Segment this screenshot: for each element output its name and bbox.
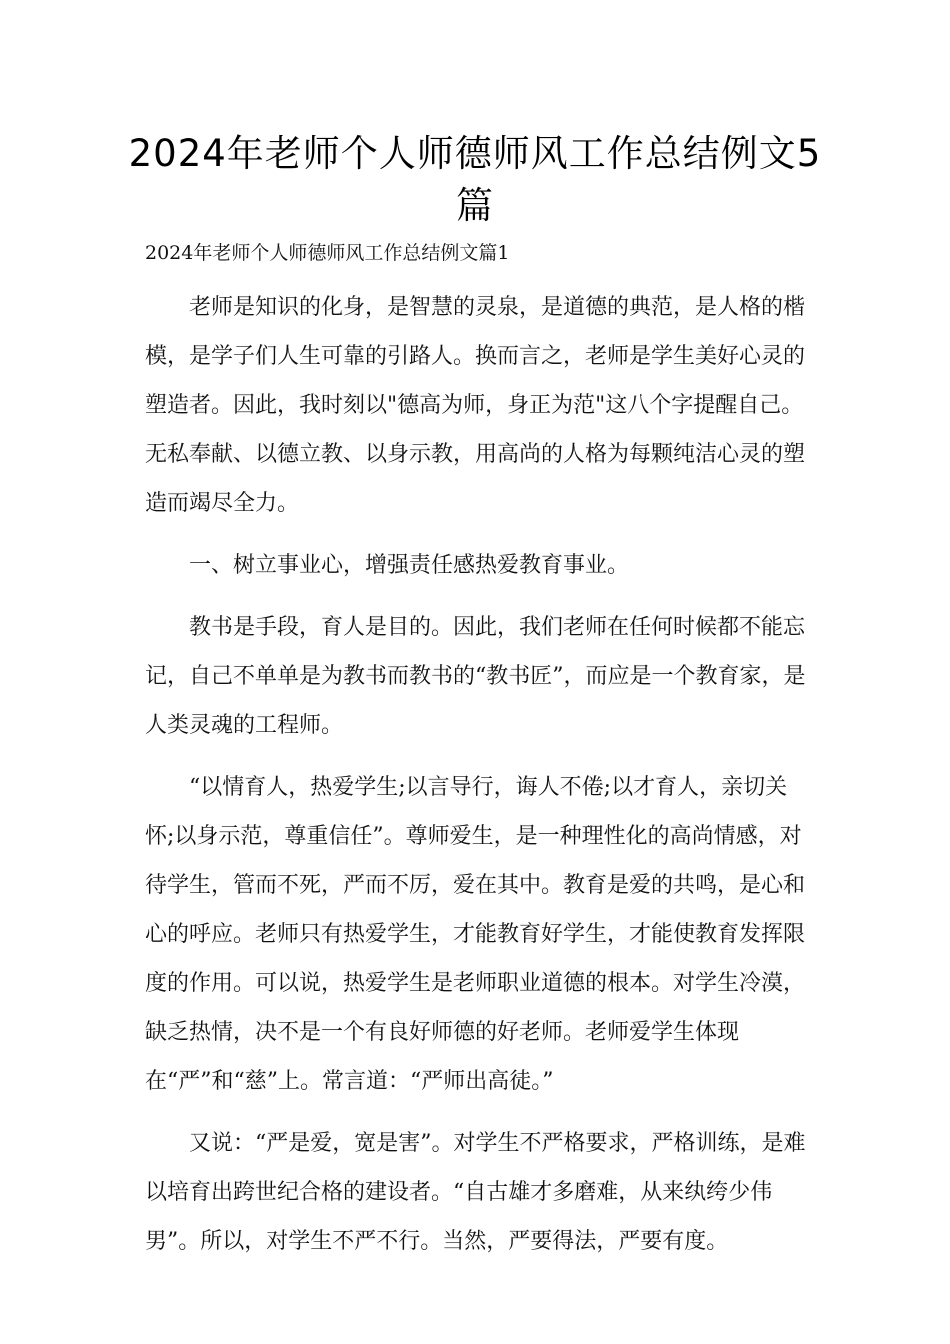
paragraph: 一、树立事业心，增强责任感热爱教育事业。 [189, 553, 630, 578]
document-title: 2024年老师个人师德师风工作总结例文5篇 [128, 132, 822, 227]
section-heading: 2024年老师个人师德师风工作总结例文篇1 [145, 242, 510, 264]
paragraph: 教书是手段，育人是目的。因此，我们老师在任何时候都不能忘记，自己不单单是为教书而教书的“教书匠”，而应是一个教育家，是人类灵魂的工程师。 [145, 615, 806, 738]
paragraph: “以情育人，热爱学生;以言导行，诲人不倦;以才育人，亲切关怀;以身示范，尊重信任”。尊师爱生，是一种理性化的高尚情感，对待学生，管而不死，严而不厉，爱在其中。教育是爱的共鸣，是心和心的呼应。老师只有热爱学生，才能教育好学生，才能使教育发挥限度的作用。可以说，热爱学生是老师职业道德的根本。对学生冷漠，缺乏热情，决不是一个有良好师德的好老师。老师爱学生体现在“严”和“慈”上。常言道：“严师出高徒。” [145, 775, 806, 1094]
paragraph: 又说：“严是爱，宽是害”。对学生不严格要求，严格训练，是难以培育出跨世纪合格的建设者。“自古雄才多磨难，从来纨绔少伟男”。所以，对学生不严不行。当然，严要得法，严要有度。 [145, 1131, 806, 1254]
document-body [145, 283, 810, 1279]
paragraph: 老师是知识的化身，是智慧的灵泉，是道德的典范，是人格的楷模，是学子们人生可靠的引路人。换而言之，老师是学生美好心灵的塑造者。因此，我时刻以"德高为师，身正为范"这八个字提醒自己。无私奉献、以德立教、以身示教，用高尚的人格为每颗纯洁心灵的塑造而竭尽全力。 [145, 295, 806, 516]
